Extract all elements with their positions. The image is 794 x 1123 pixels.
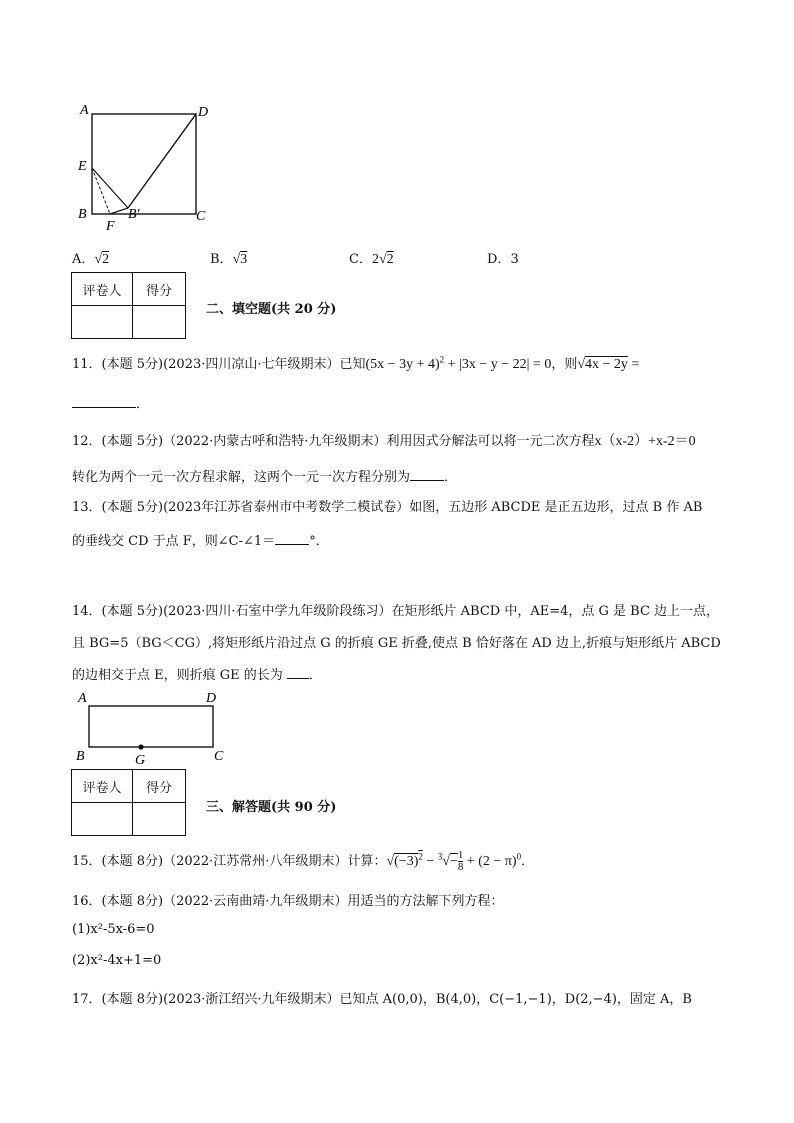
question-14-line3: 的边相交于点 E，则折痕 GE 的长为 ． (72, 668, 322, 683)
label-a: A (80, 103, 89, 118)
label-f: F (106, 219, 115, 234)
label-b: B (78, 207, 87, 222)
question-16-line1: 16．(本题 8分)（2022·云南曲靖·九年级期末）用适当的方法解下列方程： (72, 894, 504, 909)
figure-square-fold (70, 100, 220, 235)
question-14-line2: 且 BG=5（BG＜CG）,将矩形纸片沿过点 G 的折痕 GE 折叠,使点 B 恰好落在 AD 边上,折痕与矩形纸片 ABCD (72, 636, 721, 651)
question-17: 17．(本题 8分)(2023·浙江绍兴·九年级期末）已知点 A(0,0)，B(4,0)，C(−1,−1)，D(2,−4)，固定 A，B (72, 992, 692, 1007)
label-b: B (76, 749, 85, 764)
score-table-section2 (71, 272, 186, 339)
question-16-part1: (1)x²-5x-6=0 (72, 922, 155, 937)
label-c: C (196, 209, 206, 224)
score-cell-grader (72, 803, 133, 836)
label-e: E (78, 159, 87, 174)
label-g: G (135, 753, 146, 766)
rectangle-abcd (89, 706, 213, 747)
segment-ef-dashed (92, 168, 110, 214)
question-11: 11．(本题 5分)(2023·四川凉山·七年级期末）已知$(5x - 3y + 4)^2 + |3x - y - 22| = 0$，则√4x − 2y = (72, 354, 640, 372)
question-12-line1: 12．(本题 5分)（2022·内蒙古呼和浩特·九年级期末）利用因式分解法可以将一元二次方程x（x-2）+x-2＝0 (72, 434, 696, 449)
score-header-score: 得分 (133, 770, 186, 803)
question-16-part2: (2)x²-4x+1=0 (72, 953, 162, 968)
score-header-score: 得分 (133, 273, 186, 306)
question-12-line2: 转化为两个一元一次方程求解，这两个一元一次方程分别为 ． (72, 470, 458, 485)
section2-title: 二、填空题(共 20 分) (206, 302, 337, 317)
label-b-prime: B′ (128, 207, 140, 222)
label-a: A (78, 691, 87, 706)
segment-db (128, 114, 196, 208)
q10-option-b: B．√3 (210, 252, 248, 267)
question-13-line1: 13．(本题 5分)(2023年江苏省泰州市中考数学二模试卷）如图，五边形 ABCDE 是正五边形，过点 B 作 AB (72, 500, 703, 515)
score-cell-grader (72, 306, 133, 339)
score-cell-score (133, 803, 186, 836)
question-15: 15．(本题 8分)（2022·江苏常州·八年级期末）计算：$√(-3)^2 - ^3√-$ $\frac{1}{8}$ + $(2 - \pi)^0$． (72, 849, 535, 874)
score-cell-score (133, 306, 186, 339)
q10-option-c: C．2√2 (349, 252, 394, 267)
point-g (138, 744, 143, 749)
q10-option-a: A．√2 (72, 252, 110, 267)
figure-rectangle (72, 688, 232, 766)
label-c: C (214, 749, 224, 764)
square-abcd (92, 114, 196, 214)
score-header-grader: 评卷人 (72, 273, 133, 306)
label-d: D (198, 105, 209, 120)
label-d: D (206, 691, 217, 706)
score-table-section3 (71, 769, 186, 836)
question-11-answer-blank: ． (72, 393, 149, 412)
segment-fb (110, 208, 128, 214)
question-13-line2: 的垂线交 CD 于点 F，则∠C-∠1＝ °． (72, 534, 329, 549)
score-header-grader: 评卷人 (72, 770, 133, 803)
section3-title: 三、解答题(共 90 分) (206, 800, 337, 815)
question-14-line1: 14．(本题 5分)(2023·四川·石室中学九年级阶段练习）在矩形纸片 ABCD 中，AE=4，点 G 是 BC 边上一点， (72, 604, 720, 619)
segment-eb (92, 168, 128, 208)
q10-option-d: D．3 (487, 252, 519, 267)
